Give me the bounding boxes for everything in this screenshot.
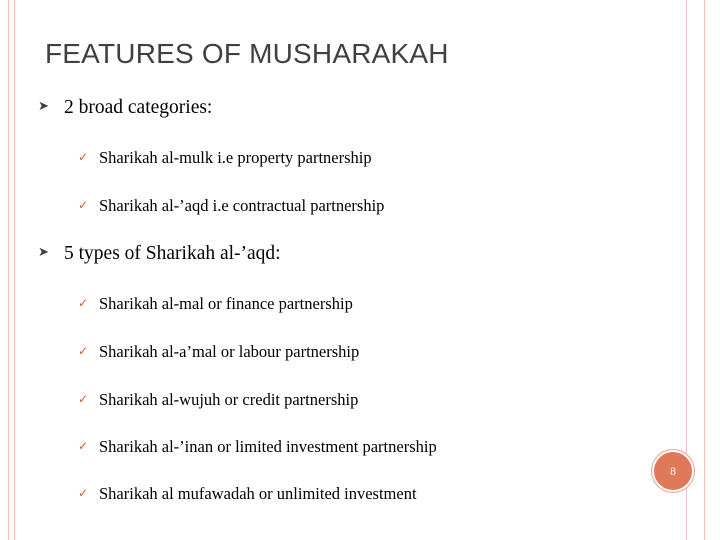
left-border-line	[8, 0, 9, 540]
checkmark-bullet-icon: ✓	[78, 150, 89, 164]
checkmark-bullet-icon: ✓	[78, 392, 89, 406]
section-heading: 5 types of Sharikah al-’aqd:	[64, 243, 281, 264]
checkmark-bullet-icon: ✓	[78, 486, 89, 500]
page-number-badge: 8	[652, 450, 694, 492]
slide-title: FEATURES OF MUSHARAKAH	[45, 38, 449, 69]
checkmark-bullet-icon: ✓	[78, 296, 89, 310]
arrow-right-icon: ➤	[38, 99, 49, 114]
section-heading: 2 broad categories:	[64, 97, 213, 118]
checkmark-bullet-icon: ✓	[78, 344, 89, 358]
checkmark-bullet-icon: ✓	[78, 198, 89, 212]
left-border-line-inner	[14, 0, 15, 540]
right-border-line	[704, 0, 705, 540]
checkmark-bullet-icon: ✓	[78, 439, 89, 453]
slide: FEATURES OF MUSHARAKAH ➤ 2 broad categories: ✓ Sharikah al-mulk i.e property partnership ✓ Sharikah al-’aqd i.e contractual partnership ➤ 5 types of Sharikah al-’aqd: ✓ Sharikah al-mal or finance partnership ✓ Sharikah al-a’mal or labour partnership ✓ Sharikah al-wujuh or credit partnership ✓ Sharikah al-’inan or limited investment partnership ✓ Sharikah al mufawadah or unlimited investment 8	[0, 0, 720, 540]
arrow-right-icon: ➤	[38, 245, 49, 260]
